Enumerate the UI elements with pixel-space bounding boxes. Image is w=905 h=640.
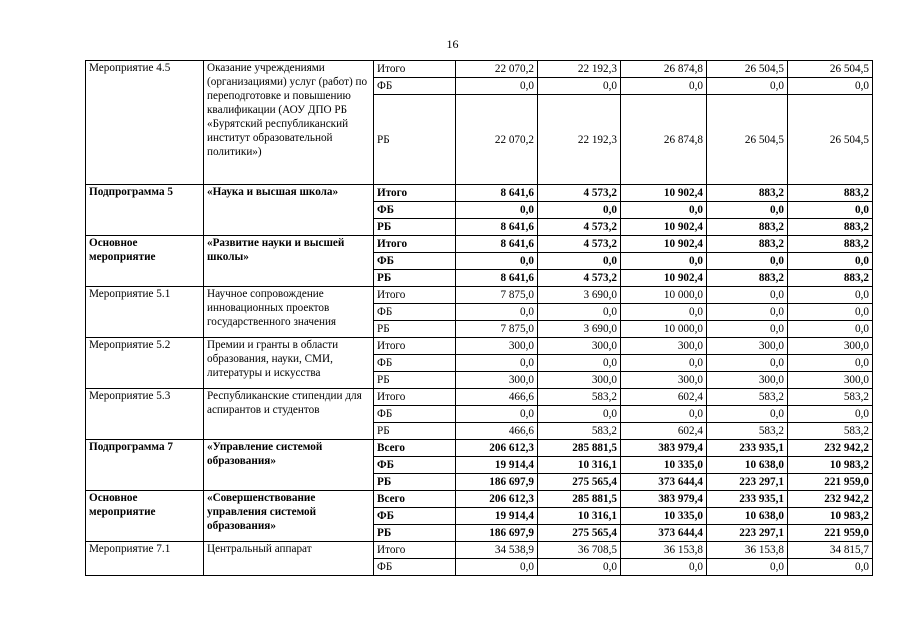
row-name: Мероприятие 5.1 — [86, 287, 204, 338]
row-description: «Наука и высшая школа» — [204, 185, 374, 236]
value-cell: 36 708,5 — [538, 542, 621, 559]
value-cell: 0,0 — [788, 287, 873, 304]
funding-source: Итого — [374, 61, 456, 78]
row-description: Центральный аппарат — [204, 542, 374, 576]
funding-source: ФБ — [374, 457, 456, 474]
value-cell: 7 875,0 — [456, 287, 538, 304]
value-cell: 186 697,9 — [456, 474, 538, 491]
value-cell: 36 153,8 — [621, 542, 707, 559]
row-name: Основное мероприятие — [86, 236, 204, 287]
value-cell: 186 697,9 — [456, 525, 538, 542]
value-cell: 0,0 — [788, 78, 873, 95]
table-row — [86, 287, 873, 304]
row-name: Мероприятие 5.2 — [86, 338, 204, 389]
row-description: «Управление системой образования» — [204, 440, 374, 491]
budget-table — [85, 60, 873, 576]
funding-source: ФБ — [374, 253, 456, 270]
value-cell: 22 192,3 — [538, 61, 621, 78]
funding-source: РБ — [374, 321, 456, 338]
funding-source: Всего — [374, 491, 456, 508]
value-cell: 0,0 — [538, 78, 621, 95]
table-row — [86, 440, 873, 457]
value-cell: 300,0 — [707, 338, 788, 355]
value-cell: 0,0 — [538, 202, 621, 219]
value-cell: 0,0 — [456, 406, 538, 423]
value-cell: 300,0 — [788, 338, 873, 355]
value-cell: 19 914,4 — [456, 457, 538, 474]
value-cell: 0,0 — [707, 304, 788, 321]
value-cell: 0,0 — [621, 406, 707, 423]
value-cell: 883,2 — [707, 219, 788, 236]
row-description: Премии и гранты в области образования, науки, СМИ, литературы и искусства — [204, 338, 374, 389]
value-cell: 373 644,4 — [621, 525, 707, 542]
value-cell: 300,0 — [538, 338, 621, 355]
value-cell: 34 815,7 — [788, 542, 873, 559]
row-description: «Совершенствование управления системой образования» — [204, 491, 374, 542]
row-name: Мероприятие 4.5 — [86, 61, 204, 185]
value-cell: 10 902,4 — [621, 236, 707, 253]
value-cell: 583,2 — [707, 389, 788, 406]
page-number: 16 — [446, 37, 459, 51]
funding-source: РБ — [374, 525, 456, 542]
value-cell: 10 316,1 — [538, 508, 621, 525]
value-cell: 883,2 — [707, 270, 788, 287]
value-cell: 10 000,0 — [621, 321, 707, 338]
value-cell: 883,2 — [788, 185, 873, 202]
row-description: Оказание учреждениями (организациями) услуг (работ) по переподготовке и повышению квалификации (АОУ ДПО РБ «Бурятский республиканский институт образовательной политики») — [204, 61, 374, 185]
funding-source: Итого — [374, 542, 456, 559]
row-description: Научное сопровождение инновационных проектов государственного значения — [204, 287, 374, 338]
value-cell: 206 612,3 — [456, 491, 538, 508]
value-cell: 22 070,2 — [456, 61, 538, 78]
value-cell: 3 690,0 — [538, 321, 621, 338]
value-cell: 0,0 — [788, 304, 873, 321]
value-cell: 300,0 — [707, 372, 788, 389]
value-cell: 373 644,4 — [621, 474, 707, 491]
value-cell: 4 573,2 — [538, 236, 621, 253]
value-cell: 10 335,0 — [621, 508, 707, 525]
value-cell: 19 914,4 — [456, 508, 538, 525]
value-cell: 602,4 — [621, 389, 707, 406]
value-cell: 0,0 — [456, 253, 538, 270]
value-cell: 0,0 — [707, 78, 788, 95]
value-cell: 285 881,5 — [538, 491, 621, 508]
value-cell: 466,6 — [456, 389, 538, 406]
value-cell: 26 504,5 — [707, 95, 788, 185]
value-cell: 300,0 — [456, 372, 538, 389]
value-cell: 0,0 — [538, 355, 621, 372]
value-cell: 206 612,3 — [456, 440, 538, 457]
value-cell: 22 192,3 — [538, 95, 621, 185]
value-cell: 300,0 — [621, 372, 707, 389]
funding-source: ФБ — [374, 304, 456, 321]
value-cell: 0,0 — [456, 202, 538, 219]
value-cell: 8 641,6 — [456, 236, 538, 253]
value-cell: 275 565,4 — [538, 525, 621, 542]
value-cell: 4 573,2 — [538, 219, 621, 236]
value-cell: 0,0 — [456, 355, 538, 372]
value-cell: 10 902,4 — [621, 185, 707, 202]
value-cell: 0,0 — [707, 253, 788, 270]
value-cell: 285 881,5 — [538, 440, 621, 457]
value-cell: 583,2 — [538, 423, 621, 440]
value-cell: 883,2 — [707, 236, 788, 253]
value-cell: 300,0 — [538, 372, 621, 389]
funding-source: Итого — [374, 236, 456, 253]
value-cell: 4 573,2 — [538, 270, 621, 287]
value-cell: 7 875,0 — [456, 321, 538, 338]
value-cell: 0,0 — [456, 78, 538, 95]
value-cell: 233 935,1 — [707, 440, 788, 457]
value-cell: 383 979,4 — [621, 491, 707, 508]
value-cell: 4 573,2 — [538, 185, 621, 202]
table-row — [86, 236, 873, 253]
funding-source: Итого — [374, 338, 456, 355]
value-cell: 26 504,5 — [788, 61, 873, 78]
value-cell: 883,2 — [788, 236, 873, 253]
funding-source: ФБ — [374, 202, 456, 219]
row-name: Подпрограмма 5 — [86, 185, 204, 236]
value-cell: 583,2 — [538, 389, 621, 406]
value-cell: 0,0 — [621, 304, 707, 321]
funding-source: ФБ — [374, 559, 456, 576]
value-cell: 0,0 — [707, 287, 788, 304]
funding-source: РБ — [374, 95, 456, 185]
funding-source: РБ — [374, 219, 456, 236]
value-cell: 883,2 — [788, 219, 873, 236]
value-cell: 10 902,4 — [621, 219, 707, 236]
value-cell: 0,0 — [707, 559, 788, 576]
funding-source: Итого — [374, 389, 456, 406]
value-cell: 3 690,0 — [538, 287, 621, 304]
value-cell: 10 000,0 — [621, 287, 707, 304]
row-name: Основное мероприятие — [86, 491, 204, 542]
value-cell: 34 538,9 — [456, 542, 538, 559]
funding-source: РБ — [374, 423, 456, 440]
table-row — [86, 389, 873, 406]
row-name: Мероприятие 7.1 — [86, 542, 204, 576]
value-cell: 0,0 — [788, 253, 873, 270]
row-name: Подпрограмма 7 — [86, 440, 204, 491]
value-cell: 10 983,2 — [788, 457, 873, 474]
value-cell: 0,0 — [707, 355, 788, 372]
funding-source: Всего — [374, 440, 456, 457]
value-cell: 26 504,5 — [707, 61, 788, 78]
value-cell: 26 874,8 — [621, 61, 707, 78]
table-row — [86, 542, 873, 559]
value-cell: 232 942,2 — [788, 491, 873, 508]
row-description: «Развитие науки и высшей школы» — [204, 236, 374, 287]
value-cell: 10 316,1 — [538, 457, 621, 474]
table-row — [86, 491, 873, 508]
funding-source: ФБ — [374, 78, 456, 95]
value-cell: 223 297,1 — [707, 525, 788, 542]
funding-source: Итого — [374, 287, 456, 304]
value-cell: 8 641,6 — [456, 270, 538, 287]
value-cell: 26 504,5 — [788, 95, 873, 185]
value-cell: 223 297,1 — [707, 474, 788, 491]
value-cell: 0,0 — [788, 355, 873, 372]
value-cell: 0,0 — [456, 304, 538, 321]
table-row — [86, 61, 873, 78]
value-cell: 0,0 — [621, 202, 707, 219]
value-cell: 275 565,4 — [538, 474, 621, 491]
value-cell: 300,0 — [621, 338, 707, 355]
value-cell: 883,2 — [707, 185, 788, 202]
value-cell: 10 638,0 — [707, 508, 788, 525]
value-cell: 26 874,8 — [621, 95, 707, 185]
funding-source: ФБ — [374, 508, 456, 525]
value-cell: 0,0 — [788, 321, 873, 338]
value-cell: 10 638,0 — [707, 457, 788, 474]
value-cell: 383 979,4 — [621, 440, 707, 457]
value-cell: 10 902,4 — [621, 270, 707, 287]
value-cell: 583,2 — [788, 423, 873, 440]
budget-table-body — [86, 61, 873, 576]
value-cell: 0,0 — [788, 559, 873, 576]
value-cell: 221 959,0 — [788, 474, 873, 491]
value-cell: 8 641,6 — [456, 219, 538, 236]
funding-source: РБ — [374, 372, 456, 389]
value-cell: 883,2 — [788, 270, 873, 287]
value-cell: 0,0 — [621, 253, 707, 270]
value-cell: 232 942,2 — [788, 440, 873, 457]
row-description: Республиканские стипендии для аспирантов и студентов — [204, 389, 374, 440]
value-cell: 221 959,0 — [788, 525, 873, 542]
funding-source: РБ — [374, 474, 456, 491]
funding-source: РБ — [374, 270, 456, 287]
value-cell: 0,0 — [456, 559, 538, 576]
value-cell: 0,0 — [538, 253, 621, 270]
funding-source: ФБ — [374, 355, 456, 372]
value-cell: 22 070,2 — [456, 95, 538, 185]
value-cell: 0,0 — [707, 406, 788, 423]
row-name: Мероприятие 5.3 — [86, 389, 204, 440]
value-cell: 0,0 — [621, 355, 707, 372]
value-cell: 466,6 — [456, 423, 538, 440]
value-cell: 602,4 — [621, 423, 707, 440]
value-cell: 0,0 — [707, 321, 788, 338]
value-cell: 583,2 — [707, 423, 788, 440]
value-cell: 0,0 — [538, 559, 621, 576]
funding-source: ФБ — [374, 406, 456, 423]
value-cell: 0,0 — [707, 202, 788, 219]
value-cell: 36 153,8 — [707, 542, 788, 559]
value-cell: 0,0 — [538, 406, 621, 423]
value-cell: 10 335,0 — [621, 457, 707, 474]
value-cell: 300,0 — [788, 372, 873, 389]
value-cell: 0,0 — [788, 202, 873, 219]
value-cell: 0,0 — [621, 78, 707, 95]
table-row — [86, 185, 873, 202]
table-row — [86, 338, 873, 355]
value-cell: 0,0 — [621, 559, 707, 576]
value-cell: 8 641,6 — [456, 185, 538, 202]
value-cell: 10 983,2 — [788, 508, 873, 525]
value-cell: 0,0 — [538, 304, 621, 321]
funding-source: Итого — [374, 185, 456, 202]
value-cell: 0,0 — [788, 406, 873, 423]
value-cell: 300,0 — [456, 338, 538, 355]
value-cell: 583,2 — [788, 389, 873, 406]
value-cell: 233 935,1 — [707, 491, 788, 508]
